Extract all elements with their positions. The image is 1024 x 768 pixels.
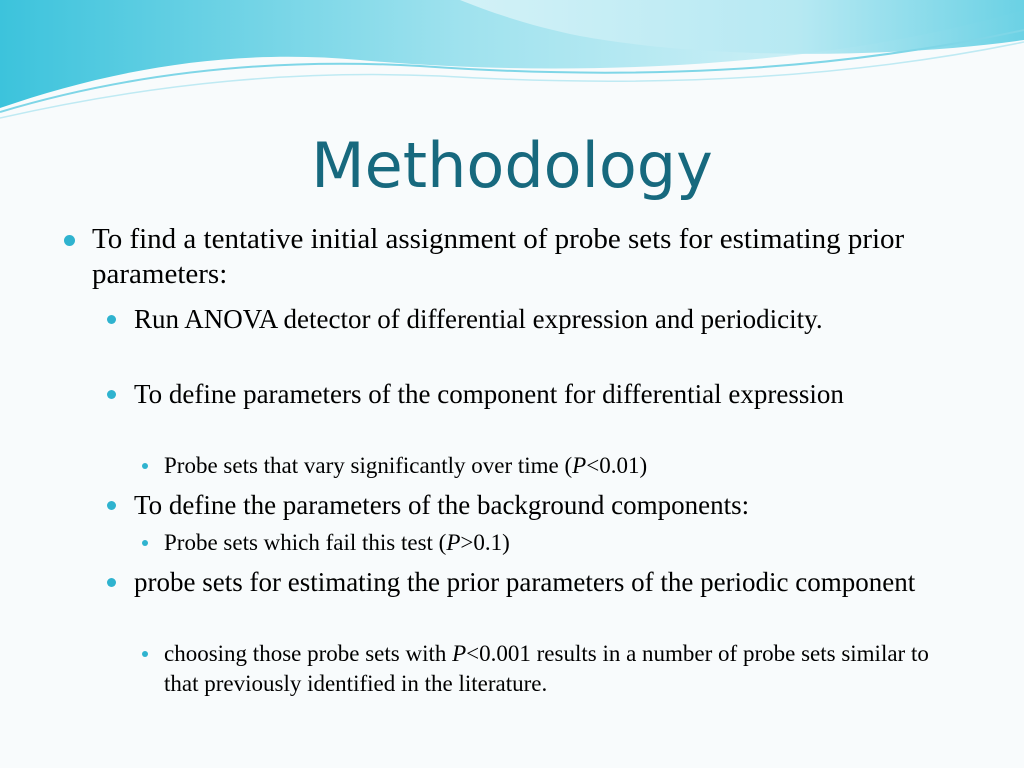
text-part: <0.001 results in a number of probe sets similar to that previously identified in the literature. (164, 641, 929, 696)
bullet-icon (107, 315, 116, 324)
bullet-icon (64, 235, 75, 246)
bullet-icon (142, 540, 148, 546)
bullet-text: To define parameters of the component for differential expression (134, 379, 844, 409)
p-symbol: P (446, 530, 461, 555)
text-part: <0.01) (586, 453, 648, 478)
bullet-item (164, 639, 964, 699)
bullet-icon (142, 651, 148, 657)
p-symbol: P (572, 453, 587, 478)
bullet-text (164, 451, 964, 481)
text-part: choosing those probe sets with (164, 641, 453, 666)
bullet-text (164, 528, 964, 558)
bullet-icon (107, 501, 116, 510)
text-part: Probe sets that vary significantly over time ( (164, 453, 573, 478)
text-part: Probe sets which fail this test ( (164, 530, 447, 555)
bullet-item (134, 565, 964, 599)
bullet-icon (142, 463, 148, 469)
bullet-item (134, 302, 964, 336)
bullet-text (164, 639, 964, 699)
bullet-text: probe sets for estimating the prior parameters of the periodic component (134, 567, 916, 597)
bullet-icon (107, 578, 116, 587)
header-wave-decoration (0, 0, 1024, 130)
slide-title: Methodology (311, 129, 713, 202)
bullet-icon (107, 390, 116, 399)
bullet-item (164, 528, 964, 558)
bullet-text: To find a tentative initial assignment of probe sets for estimating prior parameters: (92, 223, 905, 290)
bullet-item (164, 451, 964, 481)
text-part: >0.1) (460, 530, 510, 555)
bullet-item (134, 377, 964, 411)
bullet-text: Run ANOVA detector of differential expression and periodicity. (134, 304, 823, 334)
bullet-item (134, 488, 964, 522)
bullet-item (92, 222, 972, 292)
p-symbol: P (452, 641, 467, 666)
bullet-text: To define the parameters of the background components: (134, 490, 750, 520)
